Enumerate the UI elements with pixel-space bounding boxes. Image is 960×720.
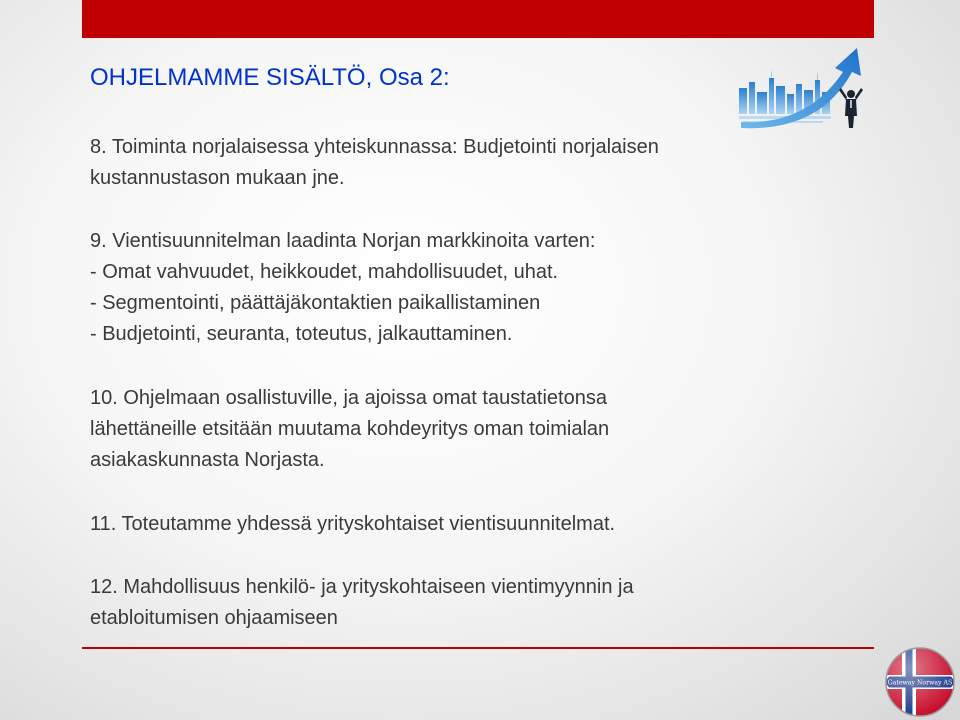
- item-9-line-3: - Segmentointi, päättäjäkontaktien paikallistaminen: [90, 292, 541, 314]
- top-accent-bar: [82, 0, 874, 38]
- bottom-divider: [82, 647, 874, 649]
- item-10-line-1: 10. Ohjelmaan osallistuville, ja ajoissa omat taustatietonsa: [90, 387, 607, 409]
- item-9-line-1: 9. Vientisuunnitelman laadinta Norjan markkinoita varten:: [90, 230, 596, 252]
- list-item-10: [90, 383, 850, 476]
- item-10-line-3: asiakaskunnasta Norjasta.: [90, 449, 325, 471]
- growth-arrow-businessman-icon: [735, 42, 875, 130]
- item-12-line-2: etabloitumisen ohjaamiseen: [90, 607, 338, 629]
- item-11-line-1: 11. Toteutamme yhdessä yrityskohtaiset vientisuunnitelmat.: [90, 513, 616, 535]
- slide-content: [90, 132, 850, 634]
- item-8-line-1: 8. Toiminta norjalaisessa yhteiskunnassa: Budjetointi norjalaisen: [90, 136, 659, 158]
- norway-flag-logo: [882, 645, 958, 719]
- list-item-9: [90, 226, 850, 350]
- list-item-8: [90, 132, 850, 194]
- item-10-line-2: lähettäneille etsitään muutama kohdeyritys oman toimialan: [90, 418, 610, 440]
- list-item-12: [90, 572, 850, 634]
- item-9-line-4: - Budjetointi, seuranta, toteutus, jalkauttaminen.: [90, 323, 513, 345]
- list-item-11: [90, 509, 850, 540]
- item-12-line-1: 12. Mahdollisuus henkilö- ja yrityskohtaiseen vientimyynnin ja: [90, 576, 634, 598]
- slide-title: OHJELMAMME SISÄLTÖ, Osa 2:: [90, 64, 450, 91]
- item-9-line-2: - Omat vahvuudet, heikkoudet, mahdollisuudet, uhat.: [90, 261, 559, 283]
- item-8-line-2: kustannustason mukaan jne.: [90, 167, 345, 189]
